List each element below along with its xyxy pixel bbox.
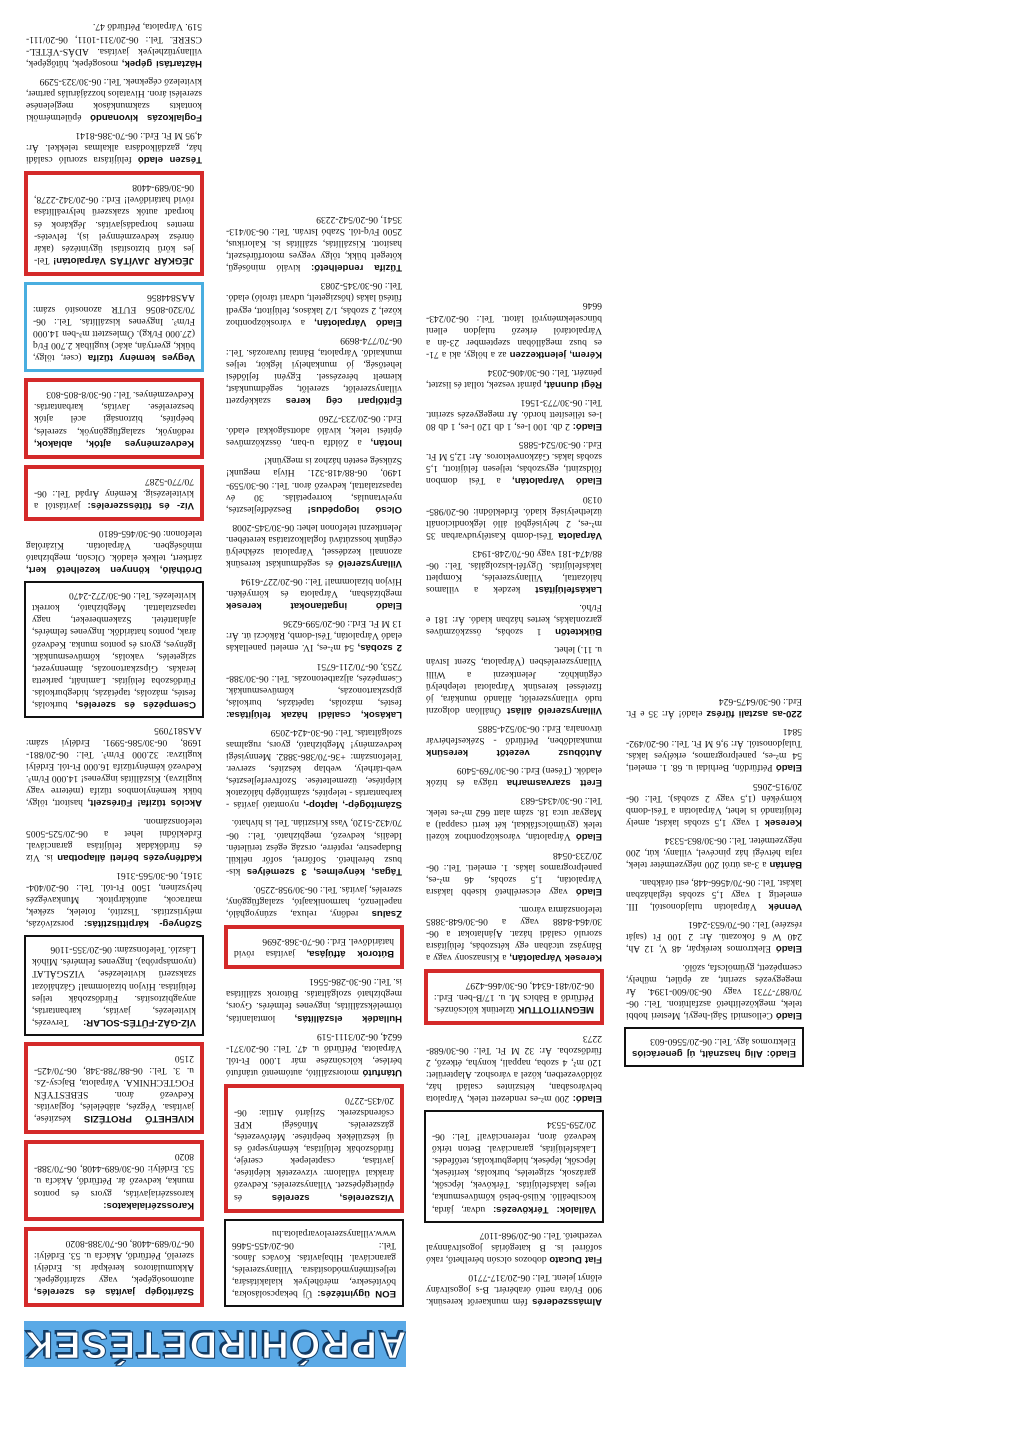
classified-ad	[224, 925, 404, 969]
ad-heading: Vegyes kemény tűzifa	[87, 352, 195, 364]
ad-text: kiváló minőségű, kötegelt bükk, tölgy vegyes motorfűrészelt, hasított. Kiszállítás, szállítás is. Kalorikus, 2500 Ft/q-tól. Szabó István. Tel.: 06-30/413-3541, 06-20/542-2239	[225, 213, 402, 274]
classified-ad	[424, 643, 604, 715]
classified-ad	[24, 869, 204, 929]
classified-ad	[424, 849, 604, 897]
classified-ad	[424, 396, 604, 432]
classified-ad	[424, 969, 604, 1025]
ad-column-4	[624, 689, 804, 1067]
ad-text: festés, mázolás, tapétázás, burkolás, gipszkartonozás, kőművesmunkák. Csempézés, aljzatbetonozás. Tel.: 06-30/388-7253, 06-70/211-6751	[226, 660, 402, 708]
classified-ad	[624, 779, 804, 827]
ad-heading: Fiat Ducato	[549, 1253, 602, 1265]
classified-ad	[24, 527, 204, 575]
ad-heading: Eladó:	[572, 421, 602, 433]
ad-text: dobozos olcsón bérelhető, rakó sofőrrel is. B kategóriás jogosítvánnyal vezethető. Tel.: 06-20/968-1107	[426, 1229, 602, 1265]
ad-text: szakképzett villanyszerelőt, szerelőt, segédmunkást, kiemelt bérezéssel. Egyéni fejlődési lehetőség, jó munkahelyi légkör, teljes munkaidő. Várpalota, Bántai fuvarozás. Tel.: 06-70/774-8699	[226, 334, 402, 407]
ad-text: Elektromos ágy. Tel.: 06-20/5560-603	[650, 1035, 796, 1047]
classified-ad	[24, 171, 204, 276]
ad-column-3	[424, 293, 604, 1307]
classified-ad	[224, 883, 404, 919]
ad-text: fém munkaerőt keresünk. 900 Ft/óra nettó órabérért. B-s jogosítvány előnyt jelent. Tel.: 06-20/317-7710	[426, 1271, 602, 1307]
classified-ad	[24, 1227, 204, 1307]
ad-text: épületmérnöki kontakts szakmunkások megjelenése szerelési áron. Hivatalos hozzájárulás partner, kivitelező cégeknek. Tel.: 06-30/323-5299	[26, 75, 202, 123]
classified-ad	[224, 279, 404, 327]
ad-heading: Eladó Várpalotán,	[512, 475, 602, 487]
ad-heading: JÉGKÁR JAVÍTÁS Várpalotán!	[53, 254, 194, 266]
classified-ad	[424, 366, 604, 390]
ad-heading: Erett szarvasmarha	[506, 777, 602, 789]
classified-ad	[424, 794, 604, 842]
ad-text: Beszédfejlesztés, nyelvtanulás, korrepetálás. 30 év tapasztalattal, kedvező áron. Tel.: 06-30/559-1490, 06-88/418-321. Hívja megunk! Szükség esetén házhoz is megyünk!	[226, 455, 402, 515]
ad-heading: Bútorok átfújása,	[306, 948, 394, 960]
ad-text: Önállóan dolgozni tudó villanyszerelőt, állandó munkára, jó fizetéssel keresünk Várpalotai telephelyű cégünkhöz. Jelentkezni a Willi Villanyszerelésben (Várpalota, Szent István u. 11.) lehet.	[426, 644, 602, 716]
ad-heading: Eladó	[575, 831, 602, 843]
ad-heading: Lakásfelújítást	[535, 584, 602, 596]
classified-ad	[424, 547, 604, 595]
classified-ad	[24, 75, 204, 123]
ad-text: redőny, reluxa, szúnyogháló, napellenző, harmonikaajtó, szalagfüggöny, szerelés, javítás. Tel.: 06-30/958-2250.	[226, 883, 402, 920]
ad-heading: Szőnyeg- kárpittisztítás:	[83, 918, 202, 930]
classified-ad	[624, 695, 804, 719]
ad-heading: Építőipari cég keres	[285, 395, 402, 407]
classified-ad	[224, 975, 404, 1023]
ad-text: Tervezés, kivitelezés, javítás, karbantartás, anyagbiztosítás. Fürdőszobák teljes felújítása. Hívjon bizalommal! Gázhálózat szakszerű kivitelezése, VIZSGÁLAT (nyomáspróba). Ingyenes felmérés. Mihók László. Telefonszám: 06-20/355-1106	[32, 944, 196, 1028]
ad-text: eladó! Ár: 35 e Ft. Erd.: 06-30/6475-624	[626, 696, 802, 720]
ad-text: mosogépek, hűtőgépek, villanytűzhelyek javítása. ADÁS-VÉTEL-CSERE. Tel.: 06-20/311-1011, 06-20/111-519. Várpalota, Pétfürdő 47.	[26, 21, 202, 69]
classified-ad	[424, 722, 604, 758]
ad-heading: Eladó ingatlanokat keresek	[226, 600, 402, 612]
ad-heading: Autóbusz vezetőt keresünk	[426, 747, 602, 759]
ad-text: a városközponthoz közel, 2 szobás, 1/2 lakásos, felújított, egyedi fűtésű lakás (hőszigetelt, udvari tároló) eladó. Tel.: 06-30/345-2083	[226, 280, 402, 328]
classified-ad	[424, 1229, 604, 1265]
ad-text: munkaidőben, Pétfürdő - Székesfehérvár útvonalra. Erd.: 06-30/524-5885	[426, 722, 602, 746]
ad-text: trágya és hízók eladók. (Tésen) Erd.: 06-30/769-5409	[425, 765, 602, 789]
ad-text: felújításra szoruló családi ház, gazdálkodásra alkalmas telekkel. Ár: 4,95 M Ft. Erd.: 06-70-386-8141	[26, 130, 202, 166]
ad-heading: Almásszederés	[532, 1296, 602, 1307]
classified-ad	[24, 1140, 204, 1220]
ad-heading: Kedvezményes ajtók, ablakok,	[34, 437, 194, 449]
ad-text: kezdek a villamos hálózattal, Villanyszerelés, Komplett lakásfelújítás. Ügyfél-kiszolgálás. Tel.: 06-88/474-181 vagy 06-70/248-1943	[425, 547, 602, 596]
classified-ad	[624, 725, 804, 773]
ad-text: automosógépek, vagy szárítógépek. Akkumulátoros kerékpár is. Erdélyi szerelő, Pétfürdő, Akácfa u. 53. Erdélyi: 06-70/689-4408, 06-70/388-8020	[34, 1237, 194, 1285]
classified-ad	[424, 299, 604, 359]
ad-heading: Foglalkozás kivonandó	[90, 111, 202, 123]
ad-heading: Vállalok: Térkövezés:	[493, 1203, 596, 1215]
ad-heading: Háztartási gépek,	[121, 57, 202, 69]
ad-text: karosszériajavítás, gyors és pontos munka, kedvező ár. Pétfürdő, Akácfa u. 53. Erdélyi: 06-30/689-4408, 06-70/388-8020	[34, 1151, 194, 1199]
ad-text: Tel-jes körű biztosítási ügyintézés (akár önrész kedvezménnyel is), felvetés-mentes horpadásjavítás. Jégkárok és horpadt autók szakszerű helyreállítása rövid határidővel! Erd.: 06-20/342-2278, 06-30/689-4408	[34, 182, 194, 266]
classified-ad	[624, 834, 804, 870]
classified-ad	[424, 1110, 604, 1223]
ad-text: Új bekapcsolásokra, bővítésekre, mérőhelyek kialakítására, teljesítménymódosításra. Villanyszerelés, garanciával. Hibajavítás. Kovács János. Tel.: 06-20/455-5466 www.villanyszerelovarpalota.hu	[232, 1227, 396, 1299]
ad-text: Cellosmidi Sági-hegyi, Mesteri hobbi telek, megközelíthető aszfaltúton. Tel.: 06-70/887-7731 vagy 06-30/600-1394. Ár megegyezés szerint, az épület, műhely, csempézett, gyümölcsfa, szőlő.	[626, 961, 802, 1021]
ad-text: a Zöldfa u-ban, összközműves építési telek, kiváló adottságokkal eladó. Erd.: 06-20/233-7260	[226, 413, 402, 449]
ad-text: Tési-domb Kastélyudvarban 35 m²-es, 2 helyiségből álló légkondicionált üzlethelyiség kiadó. Érdeklődni: 06-20/985-0130	[426, 493, 602, 541]
ad-text: Várpalotán, városközponthoz közeli telek (gyümölcsfákkal, két kerti csappal) a Magyar utca 18. szám alatt 662 m²-es telek. Tel.: 06-30/4345-683	[425, 795, 602, 843]
classified-ad	[24, 378, 204, 458]
ad-heading: Kádfényezés bérleti állapotban	[57, 851, 202, 863]
ad-heading: Számítógép-, laptop-,	[303, 799, 402, 811]
classified-ad	[24, 1042, 204, 1134]
classified-ad	[224, 521, 404, 569]
ad-heading: VÍZ-GÁZ-FŰTÉS-SOLAR:	[83, 1016, 196, 1028]
ad-heading: Zsalus	[371, 908, 402, 920]
ad-heading: Utánfutó	[362, 1066, 402, 1078]
ad-text: és épületgépészet. Villanyszerelés. Kedvező árakkal vállalom: vízvezeték kiépítése, javítása, csaptelepek cseréje, fürdőszobák felújítása, kéményseprő és új készülékek beépítése. Mérővezetés, gázszerelés. Minőségi KPE csőrendszerek. Szijártó Attila: 06-20/435-2270	[234, 1094, 394, 1203]
classified-ad	[224, 213, 404, 273]
ad-text: 54 m²-es, IV. emeleti panellakás eladó Várpalotán, Tési-domb, Rákóczi út. Ár: 13 M Ft. Erd.: 06-20/599-6236	[226, 618, 402, 654]
ad-heading: Eladó:	[572, 1092, 602, 1104]
ad-heading: Várpalota	[558, 529, 602, 541]
ad-heading: Inotán,	[370, 437, 402, 449]
ad-heading: 2 szobás,	[357, 642, 402, 654]
classified-ad	[224, 659, 404, 719]
ad-text: a Tési dombon földszinti, egyszobás, teljesen felújított, 1,5 szobás lakás. Gázkonvektoros. Ár: 12,5 M Ft. Erd.: 06-30/524-5885	[426, 439, 602, 487]
classified-ad	[24, 935, 204, 1036]
ad-text: kis-busz bérelhető. Sofőrrel, sofőr nélkül. Budapestre, reptérre, ország egész területén. Ideális, kedvező, megbízható. Tel.: 06-70/432-5120, Vass Krisztián. Tel. is hívható.	[225, 817, 402, 877]
ad-heading: 220-as asztali fűrész	[706, 708, 802, 720]
ad-text: 200 m²-es rendezett telek, Várpalota belvárosában, kétszintes családi ház, zöldövezetben, közel a városhoz. Alapterület: 120 m², 4 szoba, nappali, konyha, étkező, 2 fürdőszoba. Ár: 32 M Ft. Tel.: 06-30/688-2273	[426, 1032, 602, 1104]
ad-heading: Eladó: Alig használt, új generációs	[632, 1048, 796, 1059]
ad-text: 2 db. 100 l-es, 1 db 120 l-es, 1 db 80 l-es téliesített hordó. Ár megegyezés szerint. Tel.: 06-30/773-1561	[426, 397, 602, 433]
ad-heading: Eladó	[775, 943, 802, 955]
ad-heading: Olcsó logopédus!	[307, 503, 402, 515]
ad-text: az a hölgy, aki a 71-es busz megállóban szeptember 23-án a Várpalotáról érkező tulajdon elleni bűncselekményről látott. Tel.: 06-20/243-6646	[426, 300, 602, 360]
ad-text: Elektromos kerékpár, 48 V, 12 Ah, 240 W 6 fokozatú. Ár: 2 100 Ft (saját részére) Tel.: 06-70/653-2461	[626, 919, 802, 955]
classified-ad	[424, 438, 604, 486]
classified-ad	[24, 815, 204, 863]
classified-ad	[224, 726, 404, 811]
ad-text: udvar, járda, kocsibeálló. Külső-belső kőművesmunka, teljes lakásfelújítás. Térkövek, lépcsők, garázsok, szigetelés, burkolás, kerítések, lépcsők, lépések, hidegburkolás, tetőfedés. Lakásfelújítás, garanciával. Beton térkő kedvező áron, referenciával! Tel.: 06-20/259-5534	[432, 1118, 596, 1215]
ad-heading: Akciós tűzifa! Fűrészelt,	[87, 797, 202, 809]
ad-text: lomtalanítás, törmelékszállítás, ingyenes felmérés. Gyors, megbízható szolgáltatás. Bútorok szállítása is. Tel.: 06-30-286-5561	[226, 976, 402, 1024]
ad-heading: Karosszérialakatos:	[103, 1199, 194, 1211]
ad-heading: Eladó	[575, 885, 602, 897]
classified-ad	[424, 903, 604, 963]
ad-column-1	[24, 14, 204, 1307]
ad-text: a 3-as útról 200 négyzetméter telek, rajta hétvégi ház pincével, villany, kút, 200 négyzetméter. Tel.: 06-30/863-5334	[626, 834, 802, 870]
classified-ad	[224, 454, 404, 514]
ad-text: Várpalotán tulajdonostól, III. emeletig 1 vagy 1,5 szobás téglaházban lakást. Tel.: 06-70/4566-448, esti órákban.	[626, 877, 802, 913]
classified-ad	[424, 601, 604, 637]
ad-heading: Drótháló, könnyen kezelhető kert,	[26, 564, 202, 576]
ad-heading: Szárítógép javítás és szerelés,	[34, 1286, 194, 1297]
classified-ad	[224, 1030, 404, 1078]
ad-heading: Vízszerelés, szerelés	[271, 1191, 394, 1203]
classified-ad	[24, 20, 204, 68]
ad-heading: Keresek	[764, 816, 802, 828]
ad-text: Pétfürdőn, Berhidai u. 68. 1. emeleti, 54 m²-es, panelprogramos, erkélyes lakás. Tulajdonostól. Ár: 9,6 M Ft. Tel.: 06-20/492-5841	[626, 726, 802, 774]
classified-ad	[424, 492, 604, 540]
classified-ad	[224, 1219, 404, 1307]
ad-text: vagy elcserélhető kisebb lakásra Várpalotán, 1,5 szobás, 46 m²-es, panelprogramos lakás. 1. emeleti. Tel.: 06-20/233-0548	[426, 849, 602, 897]
ad-heading: Hulladék elszállítás,	[294, 1012, 402, 1024]
classified-ad	[24, 282, 204, 372]
classified-ad	[624, 1027, 804, 1067]
ad-heading: Tészen eladó	[137, 154, 202, 166]
ad-text: üzletünk kölcsönzés. Pétfürdő a Bábics M. u. 17/B-ben. Erd.: 06-20/481-6344, 06-30/466-4297	[434, 980, 594, 1016]
ad-heading: Eladó	[775, 762, 802, 774]
classified-ad	[224, 617, 404, 653]
section-header-banner	[24, 1321, 406, 1367]
classified-ad	[24, 581, 204, 718]
ad-text: 1 vagy 1,5 szobás lakást, amely felújítandó is lehet, Várpalotán a Tési-domb környékén (1,5 vagy 2 szobás). Tel.: 06-20/915-2065	[626, 780, 802, 828]
ad-heading: Eladó	[775, 1009, 802, 1021]
ad-heading: Csempézés és szerelés,	[75, 698, 196, 710]
ad-text: a Kisnazsony vagy a Bányász utcában egy kétszobás, felújításra szoruló családi házat. Ajánlatokat a 06-30/464-8488 vagy a 06-30/648-3885 telefonszámra várom.	[426, 903, 602, 964]
ad-text: megbízásban, Várpalota és környékén. Hívjon bizalommal! Tel.: 06-20/227-6194	[226, 576, 402, 600]
ad-heading: Bántán	[769, 858, 802, 870]
ad-column-2	[224, 207, 404, 1307]
ad-heading: Keresek Várpalotán,	[509, 952, 602, 964]
classified-ad	[24, 465, 204, 521]
ad-text: motorszállító, autómentő utánfutó bérlése, kölcsönzése már 1.000 Ft-tól. Várpalota, Pétfürdő u. 47. Tel.: 06-20/371-6624, 06-20/3111-519	[226, 1030, 402, 1078]
ad-heading: Tűzifa rendelhető:	[311, 262, 402, 274]
classified-ad	[624, 876, 804, 912]
ad-text: zártkert, telkek eladók. Olcsón, megbízható minőségben. Várpalotán. Kizárólag telefonon: 06-30/465-6810	[26, 527, 202, 564]
ad-heading: Kérem, jelentkezzen	[509, 348, 602, 360]
ad-heading: Villanyszerelő	[338, 558, 402, 570]
ad-text: és segédmunkást keresünk azonnali kezdéssel, Várpalotai székhelyű cégünk hosszútávú foglalkoztatása keretében. Jelentkezni telefonon lehet: 06-30/345-2008	[226, 521, 402, 570]
classified-ad	[224, 575, 404, 611]
ad-heading: Víz- és fűtésszerelés:	[87, 499, 194, 511]
classified-ad	[224, 334, 404, 406]
ad-heading: Vennék	[768, 901, 802, 913]
section-title: APRÓHIRDETÉSEK	[23, 1323, 407, 1366]
classified-ad	[424, 1031, 604, 1103]
classified-ad	[224, 816, 404, 876]
ad-text: javítása rövid határidővel. Erd.: 06-70-368-2696	[234, 936, 394, 960]
ad-heading: Eladó Várpalotán,	[314, 316, 402, 328]
ad-heading: Villanyszerelő állást	[507, 704, 602, 716]
ad-text: javítástól a kivitelezésig. Kemény Árpád Tel.: 06-70/770-5287	[34, 475, 194, 511]
ad-text: redőnyök, szalagfüggönyök, szerelés, beépítés, biztonsági acél ajtók beszerelése. Javítás, karbantartás. Kedvezményes. Tel.: 06-30/8-805-803	[34, 389, 194, 437]
ad-heading: Tágas, kényelmes, 3 személyes	[246, 865, 402, 877]
ad-text: készítése, javítása. Végzés, alábélelés, fogjavítás. Kedvező áron. SEBESTYÉN FOGTECHNIKA. Várpalota, Bajcsy-Zs. u. 3. Tel.: 06-88/788-348, 06-70/425-2150	[34, 1052, 194, 1125]
classified-ad	[624, 918, 804, 954]
ad-text: nyomtató javítás - karbantartás - telepítés, számítógép hálózatok kiépítése, üzemeltetése. Szoftverfejlesztés, web-tárhely, weblap készítés, szerver. Telefonszám: +36-70/386-3882. Mennyiségi kedvezmény! Megbízható, gyors, rugalmas szolgáltatás. Tel.: 06-30-424-2059	[226, 726, 402, 811]
ad-heading: Régi dunnát,	[543, 378, 602, 390]
ad-text: (cser, tölgy, bükk, gyertyán, akác) kuglibak 2.700 Ft/q (27.000 Ft/kg). Ömlesztett m³-ben 14.000 Ft/m³. Ingyenes kiszállítás. Tel.: 06-70/320-8056 EUTR azonosító szám: AAS844856	[33, 291, 195, 364]
ad-heading: KIVEHETŐ PROTÉZIS	[83, 1113, 194, 1125]
ad-text: is. Víz és fürdőkádak felújítása garanciával. Érdeklődni lehet a 06-20/525-5005 telefonszámon.	[26, 815, 202, 863]
classified-ad	[24, 724, 204, 809]
classified-ad	[624, 960, 804, 1020]
classified-ad	[424, 1271, 604, 1307]
ad-heading: EON ügyintézés:	[317, 1288, 396, 1299]
classified-ad	[224, 412, 404, 448]
ad-heading: MEGNYITOTTUK	[517, 1004, 594, 1016]
ad-heading: Lakások, családi házak felújítása:	[226, 708, 402, 720]
classified-ad	[224, 1084, 404, 1213]
ad-text: porszívózás, mélytisztítás. Tisztító, fotelek, székek, matracok, autókárpitok. Munkavégzés helyszínen, 1500 Ft-tól. Tel.: 06-20/404-3161, 06-30/565-3161	[26, 869, 202, 930]
ad-text: burkolás, festés, mázolás, tapétázás, hidegburkolás. Fürdőszoba felújítás. Laminált, parketta lerakás. Gipszkartonozás, álmennyezet, szigetelés, vakolás, kőművesmunkák. Igényes, gyors és pontos munka. Kedvező árak, pontos határidők. Ingyenes felmérés, ajánlattétel. Szakembereket, nagy tapasztalattal. Megbízható, korrekt kivitelezés. Tel.: 06-30/272-2470	[32, 590, 196, 710]
ad-heading: Bükktetőn	[555, 626, 602, 638]
classified-ad	[24, 129, 204, 165]
ad-text: hasított, tölgy, bükk keménylombos tűzifa (méterre vagy kuglizva). Kiszállítás ingyenes! 14.000 Ft/m³. Kedvező kéménytűzifa 16.000 Ft-tól. Erdélyi kuglizva: 32.000 Ft/m³. Tel.: 06-20/881-1698, 06-30/586-5991. Erdélyi szám: AAS817095	[26, 725, 202, 809]
ad-text: párnát veszek, tollat és lisztet, pénzért. Tel.: 06-30/406-2034	[426, 366, 602, 390]
ad-text: 1 szobás, összközműves garzonlakás, kertes házban kiadó. Ár: 181 e Ft/hó.	[426, 602, 602, 638]
classified-ad	[424, 764, 604, 788]
